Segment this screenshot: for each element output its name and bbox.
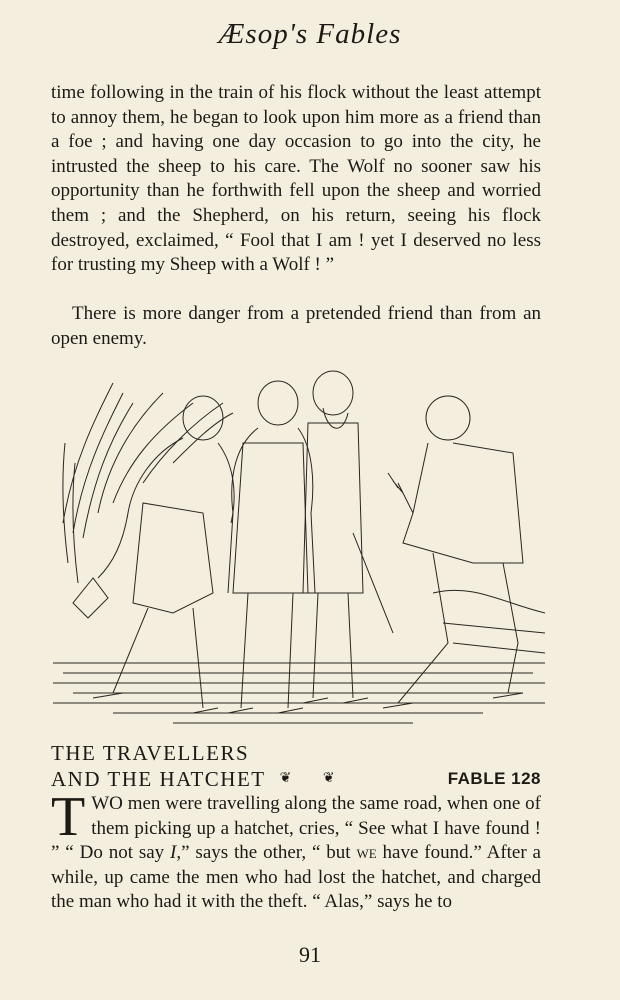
- italic-i: I: [170, 842, 177, 864]
- fleuron-icon: ❦: [322, 771, 337, 786]
- figure-older-man: [303, 371, 393, 703]
- fable-number: FABLE 128: [447, 769, 541, 788]
- fleuron-icon: ❦: [279, 771, 293, 786]
- ground-hatching: [53, 590, 545, 723]
- figure-traveller-left: [73, 396, 234, 713]
- story-text-part-2: ,” says the other, “ but: [176, 842, 357, 864]
- engraving-illustration: [53, 363, 545, 733]
- figure-traveller-right: [383, 396, 523, 708]
- story-text-part-1: men were travelling along the same road, when one of them picking up a hatchet, cries, “ See what I have found ! ” “ Do not say: [51, 793, 541, 864]
- small-caps-we: we: [356, 842, 377, 864]
- fable-title-line-2-row: [51, 766, 541, 792]
- fable-continuation-paragraph: time following in the train of his flock without the least attempt to annoy them, he began to look upon him more as a friend than a foe ; and having one day occasion to go into the city, he intrusted the sheep to his care. The Wolf no sooner saw his opportunity than he forthwith fell upon the sheep and worried them ; and the Shepherd, on his return, seeing his flock destroyed, exclaimed, “ Fool that I am ! yet I deserved no less for trusting my Sheep with a Wolf ! ”: [51, 82, 541, 276]
- drop-cap: T: [51, 786, 86, 848]
- fable-title-line-1: THE TRAVELLERS: [51, 741, 250, 765]
- fable-story-paragraph: [51, 786, 541, 915]
- running-head: Æsop's Fables: [218, 18, 402, 50]
- story-text-part-3: have found.” After a while, up came the men who had lost the hatchet, and charged the man who had it with the theft. “ Alas,” says he to: [51, 842, 541, 913]
- page-number: 91: [299, 942, 321, 967]
- fable-heading: [51, 740, 541, 792]
- moral-paragraph: There is more danger from a pretended friend than from an open enemy.: [51, 303, 541, 349]
- foliage-hatching: [63, 383, 233, 583]
- fable-title-line-2: AND THE HATCHET: [51, 767, 266, 791]
- opening-caps: WO: [91, 793, 123, 814]
